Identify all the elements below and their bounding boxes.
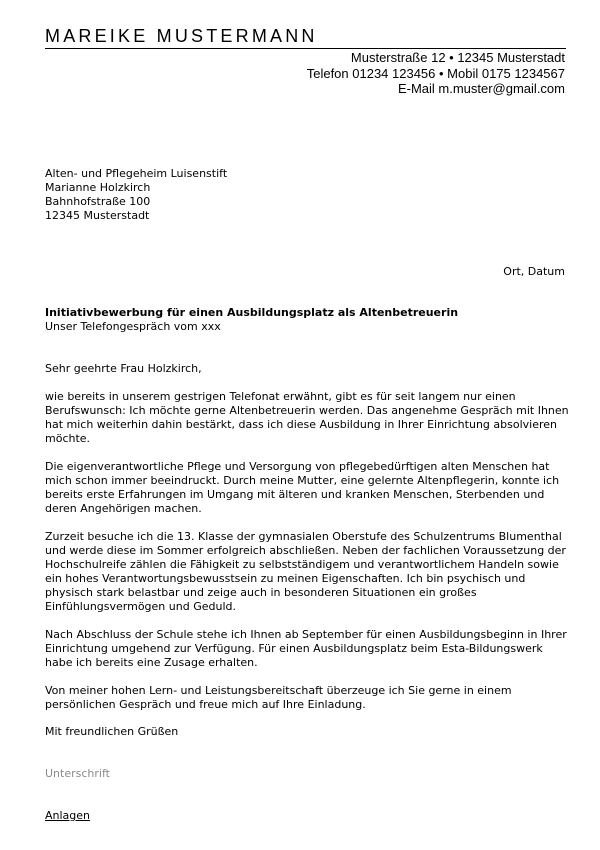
recipient-contact: Marianne Holzkirch [45, 181, 151, 194]
recipient-organization: Alten- und Pflegeheim Luisenstift [45, 167, 228, 180]
header-divider [45, 48, 566, 49]
signature-placeholder: Unterschrift [45, 767, 110, 780]
sender-contact [307, 50, 565, 97]
closing: Mit freundlichen Grüßen [45, 725, 179, 738]
sender-name: MAREIKE MUSTERMANN [45, 26, 318, 46]
letter-date: Ort, Datum [503, 265, 565, 278]
paragraph-3: Zurzeit besuche ich die 13. Klasse der gymnasialen Oberstufe des Schulzentrums Blumenthal und werde diese im Sommer erfolgreich abschließen. Neben der fachlichen Voraussetzung der Hochschulreife zählen die Fähigkeit zu selbstständigem und verantwortlichem Handeln sowie ein hohes Verantwortungsbewusstsein zu meinen Eigenschaften. Ich bin psychisch und physisch stark belastbar und zeige auch in besonderen Situationen ein großes Einfühlungsvermögen und Geduld. [45, 530, 566, 613]
paragraph-5: Von meiner hohen Lern- und Leistungsbereitschaft überzeuge ich Sie gerne in einem persönlichen Gespräch und freue mich auf Ihre Einladung. [45, 684, 512, 711]
sender-phone: Telefon 01234 123456 • Mobil 0175 1234567 [306, 65, 565, 81]
attachments-label: Anlagen [45, 809, 91, 822]
subject-title: Initiativbewerbung für einen Ausbildungsplatz als Altenbetreuerin [45, 306, 459, 319]
recipient-address [45, 167, 570, 223]
paragraph-2: Die eigenverantwortliche Pflege und Versorgung von pflegebedürftigen alten Menschen hat mich schon immer beeindruckt. Durch meine Mutter, eine gelernte Altenpflegerin, konnte ich bereits erste Erfahrungen im Umgang mit älteren und kranken Menschen, Sterbenden und deren Angehörigen machen. [45, 460, 560, 515]
salutation: Sehr geehrte Frau Holzkirch, [45, 362, 202, 375]
subject-block [45, 306, 570, 334]
sender-address: Musterstraße 12 • 12345 Musterstadt [350, 50, 565, 65]
recipient-city: 12345 Musterstadt [45, 209, 150, 222]
recipient-street: Bahnhofstraße 100 [45, 195, 151, 208]
paragraph-1: wie bereits in unserem gestrigen Telefonat erwähnt, gibt es für seit langem nur einen Berufswunsch: Ich möchte gerne Altenbetreuerin werden. Das angenehme Gespräch mit Ihnen hat mich weiterhin dahin bestärkt, dass ich diese Ausbildung in Ihrer Einrichtung absolvieren möchte. [45, 390, 569, 445]
subject-reference: Unser Telefongespräch vom xxx [45, 320, 221, 333]
sender-email: E-Mail m.muster@gmail.com [397, 81, 565, 96]
paragraph-4: Nach Abschluss der Schule stehe ich Ihnen ab September für einen Ausbildungsbeginn in Ihrer Einrichtung umgehend zur Verfügung. Für einen Ausbildungsplatz beim Esta-Bildungswerk habe ich bereits eine Zusage erhalten. [45, 628, 567, 669]
